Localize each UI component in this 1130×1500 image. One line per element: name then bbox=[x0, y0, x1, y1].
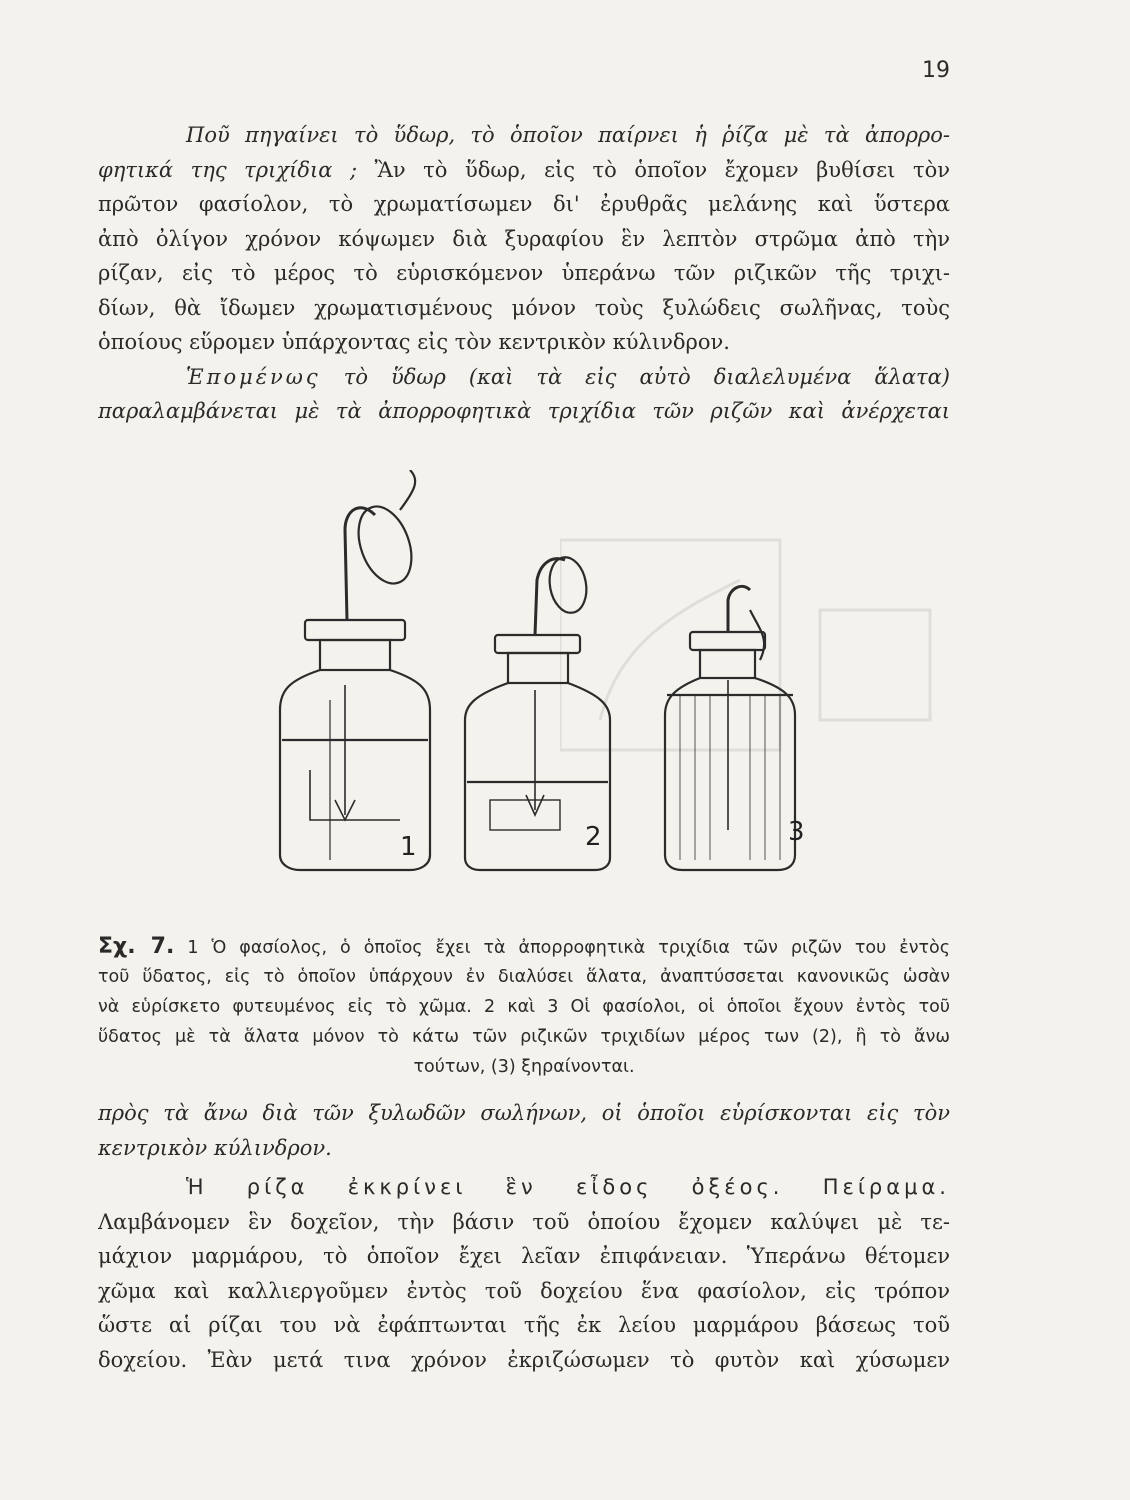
text-line bbox=[98, 118, 950, 153]
caption-line: τοῦ ὕδατος, εἰς τὸ ὁποῖον ὑπάρχουν ἐν διαλύσει ἅλατα, ἀναπτύσσεται κανονικῶς ὡσὰν bbox=[98, 967, 950, 987]
text-line bbox=[98, 153, 950, 188]
caption-line bbox=[98, 932, 950, 962]
figure-bean-bottles bbox=[250, 470, 850, 890]
figure-label-3: 3 bbox=[788, 817, 805, 847]
page-number: 19 bbox=[922, 58, 950, 83]
text-line: δοχείου. Ἐὰν μετά τινα χρόνον ἐκριζώσωμεν τὸ φυτὸν καὶ χύσωμεν bbox=[98, 1347, 950, 1372]
text-span: Ἂν τὸ ὕδωρ, εἰς τὸ ὁποῖον ἔχομεν βυθίσει τὸν bbox=[357, 157, 950, 182]
text-line: Λαμβάνομεν ἓν δοχεῖον, τὴν βάσιν τοῦ ὁποίου ἔχομεν καλύψει μὲ τε- bbox=[98, 1209, 950, 1234]
italic-question: Ποῦ πηγαίνει τὸ ὕδωρ, τὸ ὁποῖον παίρνει ἡ ῥίζα μὲ τὰ ἀπορρο- bbox=[186, 123, 950, 147]
text-line: πρῶτον φασίολον, τὸ χρωματίσωμεν δι' ἐρυθρᾶς μελάνης καὶ ὕστερα bbox=[98, 192, 950, 216]
spaced-word: Ἑπομένως bbox=[186, 364, 321, 389]
text-line: χῶμα καὶ καλλιεργοῦμεν ἐντὸς τοῦ δοχείου ἕνα φασίολον, εἰς τρόπον bbox=[98, 1278, 950, 1303]
figure-caption bbox=[98, 932, 950, 1082]
text-line: ὥστε αἱ ρίζαι του νὰ ἐφάπτωνται τῆς ἐκ λείου μαρμάρου βάσεως τοῦ bbox=[98, 1313, 950, 1337]
text-line: κεντρικὸν κύλινδρον. bbox=[98, 1135, 332, 1160]
experiment-label: Πείραμα. bbox=[822, 1175, 950, 1199]
spaced-heading: Ἡ ρίζα ἐκκρίνει ἓν εἶδος ὀξέος. bbox=[186, 1175, 784, 1199]
heading-line bbox=[98, 1170, 950, 1205]
bottle-3 bbox=[665, 586, 795, 870]
text-line: ἀπὸ ὀλίγον χρόνον κόψωμεν διὰ ξυραφίου ἓν λεπτὸν στρῶμα ἀπὸ τὴν bbox=[98, 226, 950, 251]
text-line: ρίζαν, εἰς τὸ μέρος τὸ εὑρισκόμενον ὑπεράνω τῶν ριζικῶν τῆς τριχι- bbox=[98, 261, 950, 285]
paragraph-4 bbox=[98, 1170, 950, 1377]
caption-line: ὕδατος μὲ τὰ ἅλατα μόνον τὸ κάτω τῶν ριζικῶν τριχιδίων μέρος των (2), ἢ τὸ ἄνω bbox=[98, 1027, 950, 1047]
text-line: πρὸς τὰ ἄνω διὰ τῶν ξυλωδῶν σωλήνων, οἱ ὁποῖοι εὑρίσκονται εἰς τὸν bbox=[98, 1101, 950, 1125]
caption-line: τούτων, (3) ξηραίνονται. bbox=[413, 1057, 635, 1077]
figure-label-2: 2 bbox=[585, 822, 602, 852]
paragraph-1 bbox=[98, 118, 950, 429]
paragraph-3 bbox=[98, 1096, 950, 1165]
text-line: παραλαμβάνεται μὲ τὰ ἀπορροφητικὰ τριχίδια τῶν ριζῶν καὶ ἀνέρχεται bbox=[98, 399, 950, 423]
caption-text: 1 Ὁ φασίολος, ὁ ὁποῖος ἔχει τὰ ἀπορροφητικὰ τριχίδια τῶν ριζῶν του ἐντὸς bbox=[174, 938, 950, 958]
text-line: μάχιον μαρμάρου, τὸ ὁποῖον ἔχει λεῖαν ἐπιφάνειαν. Ὑπεράνω θέτομεν bbox=[98, 1244, 950, 1268]
text-line: δίων, θὰ ἴδωμεν χρωματισμένους μόνον τοὺς ξυλώδεις σωλῆνας, τοὺς bbox=[98, 295, 950, 320]
text-line: ὁποίους εὕρομεν ὑπάρχοντας εἰς τὸν κεντρικὸν κύλινδρον. bbox=[98, 330, 730, 354]
figure-label-1: 1 bbox=[400, 832, 417, 862]
italic-question-end: φητικά της τριχίδια ; bbox=[98, 157, 358, 182]
bottle-1 bbox=[280, 470, 430, 870]
text-span: τὸ ὕδωρ (καὶ τὰ εἰς αὐτὸ διαλελυμένα ἅλατα) bbox=[320, 364, 950, 389]
text-line bbox=[98, 360, 950, 395]
figure-number: Σχ. 7. bbox=[98, 934, 175, 959]
caption-line: νὰ εὑρίσκετο φυτευμένος εἰς τὸ χῶμα. 2 καὶ 3 Οἱ φασίολοι, οἱ ὁποῖοι ἔχουν ἐντὸς τοῦ bbox=[98, 997, 950, 1017]
